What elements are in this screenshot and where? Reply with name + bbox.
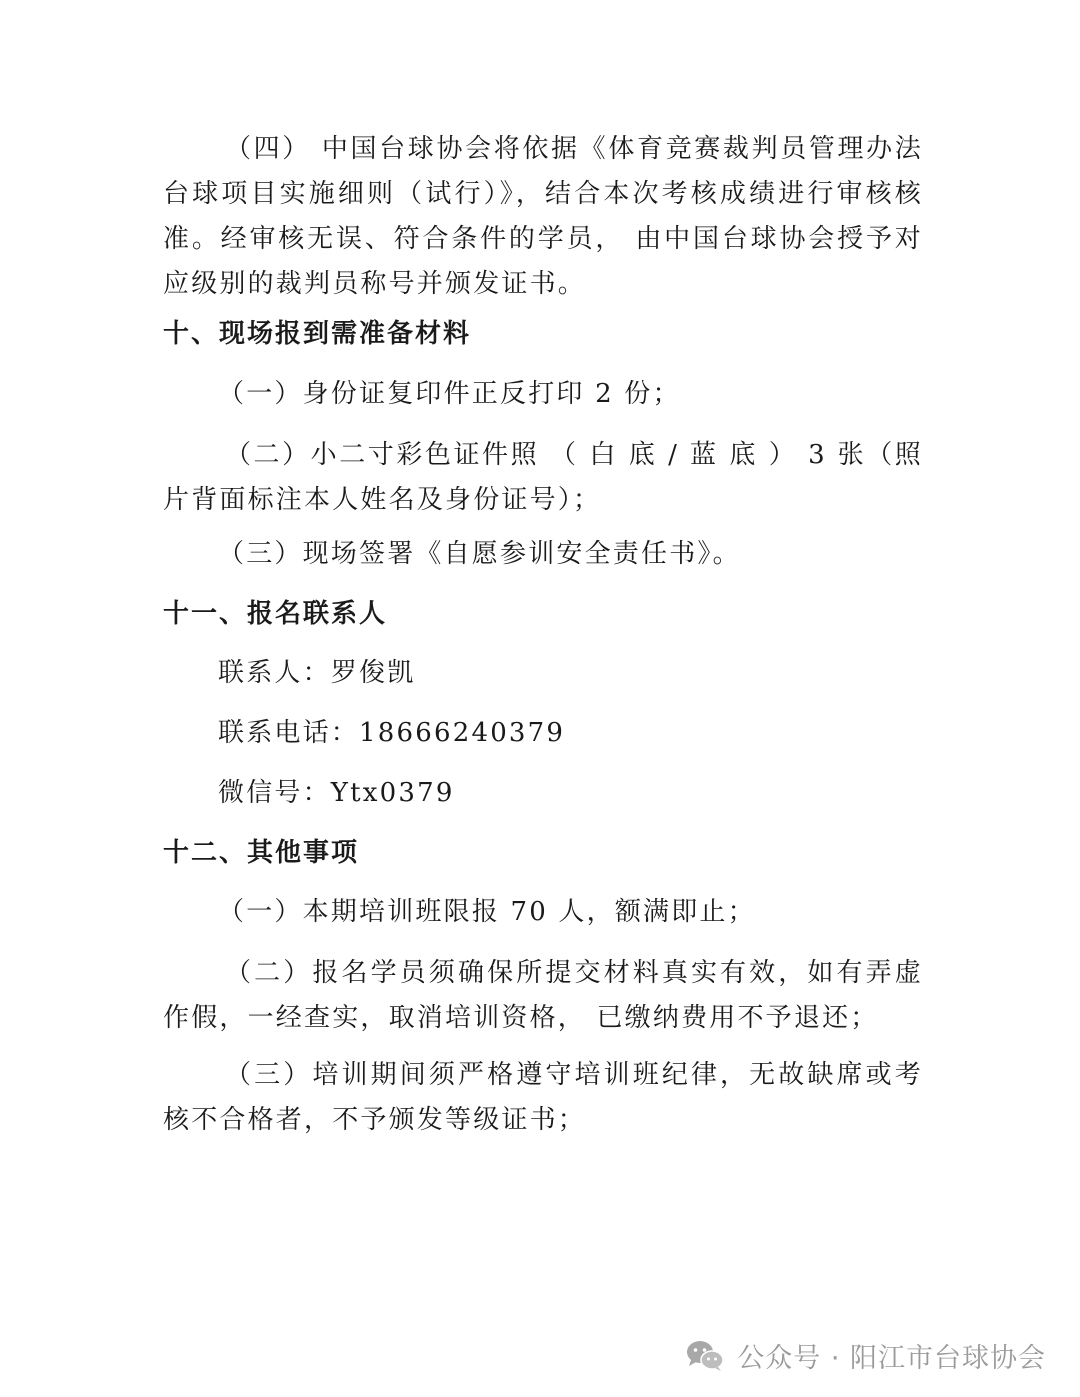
list-item-ten-3: （三）现场签署《自愿参训安全责任书》。: [218, 539, 741, 569]
list-item-ten-2: （二）小二寸彩色证件照 （ 白 底 / 蓝 底 ） 3 张（照片背面标注本人姓名及身份证号）；: [163, 440, 923, 515]
section-heading-eleven: 十一、报名联系人: [163, 599, 388, 629]
list-item-ten-1: （一）身份证复印件正反打印 2 份；: [218, 379, 681, 409]
watermark-text: 公众号 · 阳江市台球协会: [737, 1343, 1046, 1374]
wechat-icon: [685, 1339, 725, 1373]
list-item-twelve-1: （一）本期培训班限报 70 人，额满即止；: [218, 897, 756, 927]
section-heading-ten: 十、现场报到需准备材料: [163, 319, 472, 349]
contact-wechat: 微信号：Ytx0379: [218, 778, 455, 808]
contact-phone: 联系电话：18666240379: [218, 718, 566, 748]
list-item-twelve-3: （三）培训期间须严格遵守培训班纪律，无故缺席或考核不合格者，不予颁发等级证书；: [163, 1060, 923, 1135]
list-item-twelve-2: （二）报名学员须确保所提交材料真实有效，如有弄虚作假，一经查实，取消培训资格， 已缴纳费用不予退还；: [163, 958, 923, 1033]
account-watermark: [685, 1336, 1046, 1375]
paragraph-item-four: （四） 中国台球协会将依据《体育竞赛裁判员管理办法台球项目实施细则（试行）》，结合本次考核成绩进行审核核准。经审核无误、符合条件的学员， 由中国台球协会授予对应级别的裁判员称号并颁发证书。: [163, 134, 923, 299]
section-heading-twelve: 十二、其他事项: [163, 838, 360, 868]
contact-person: 联系人：罗俊凯: [218, 658, 416, 688]
